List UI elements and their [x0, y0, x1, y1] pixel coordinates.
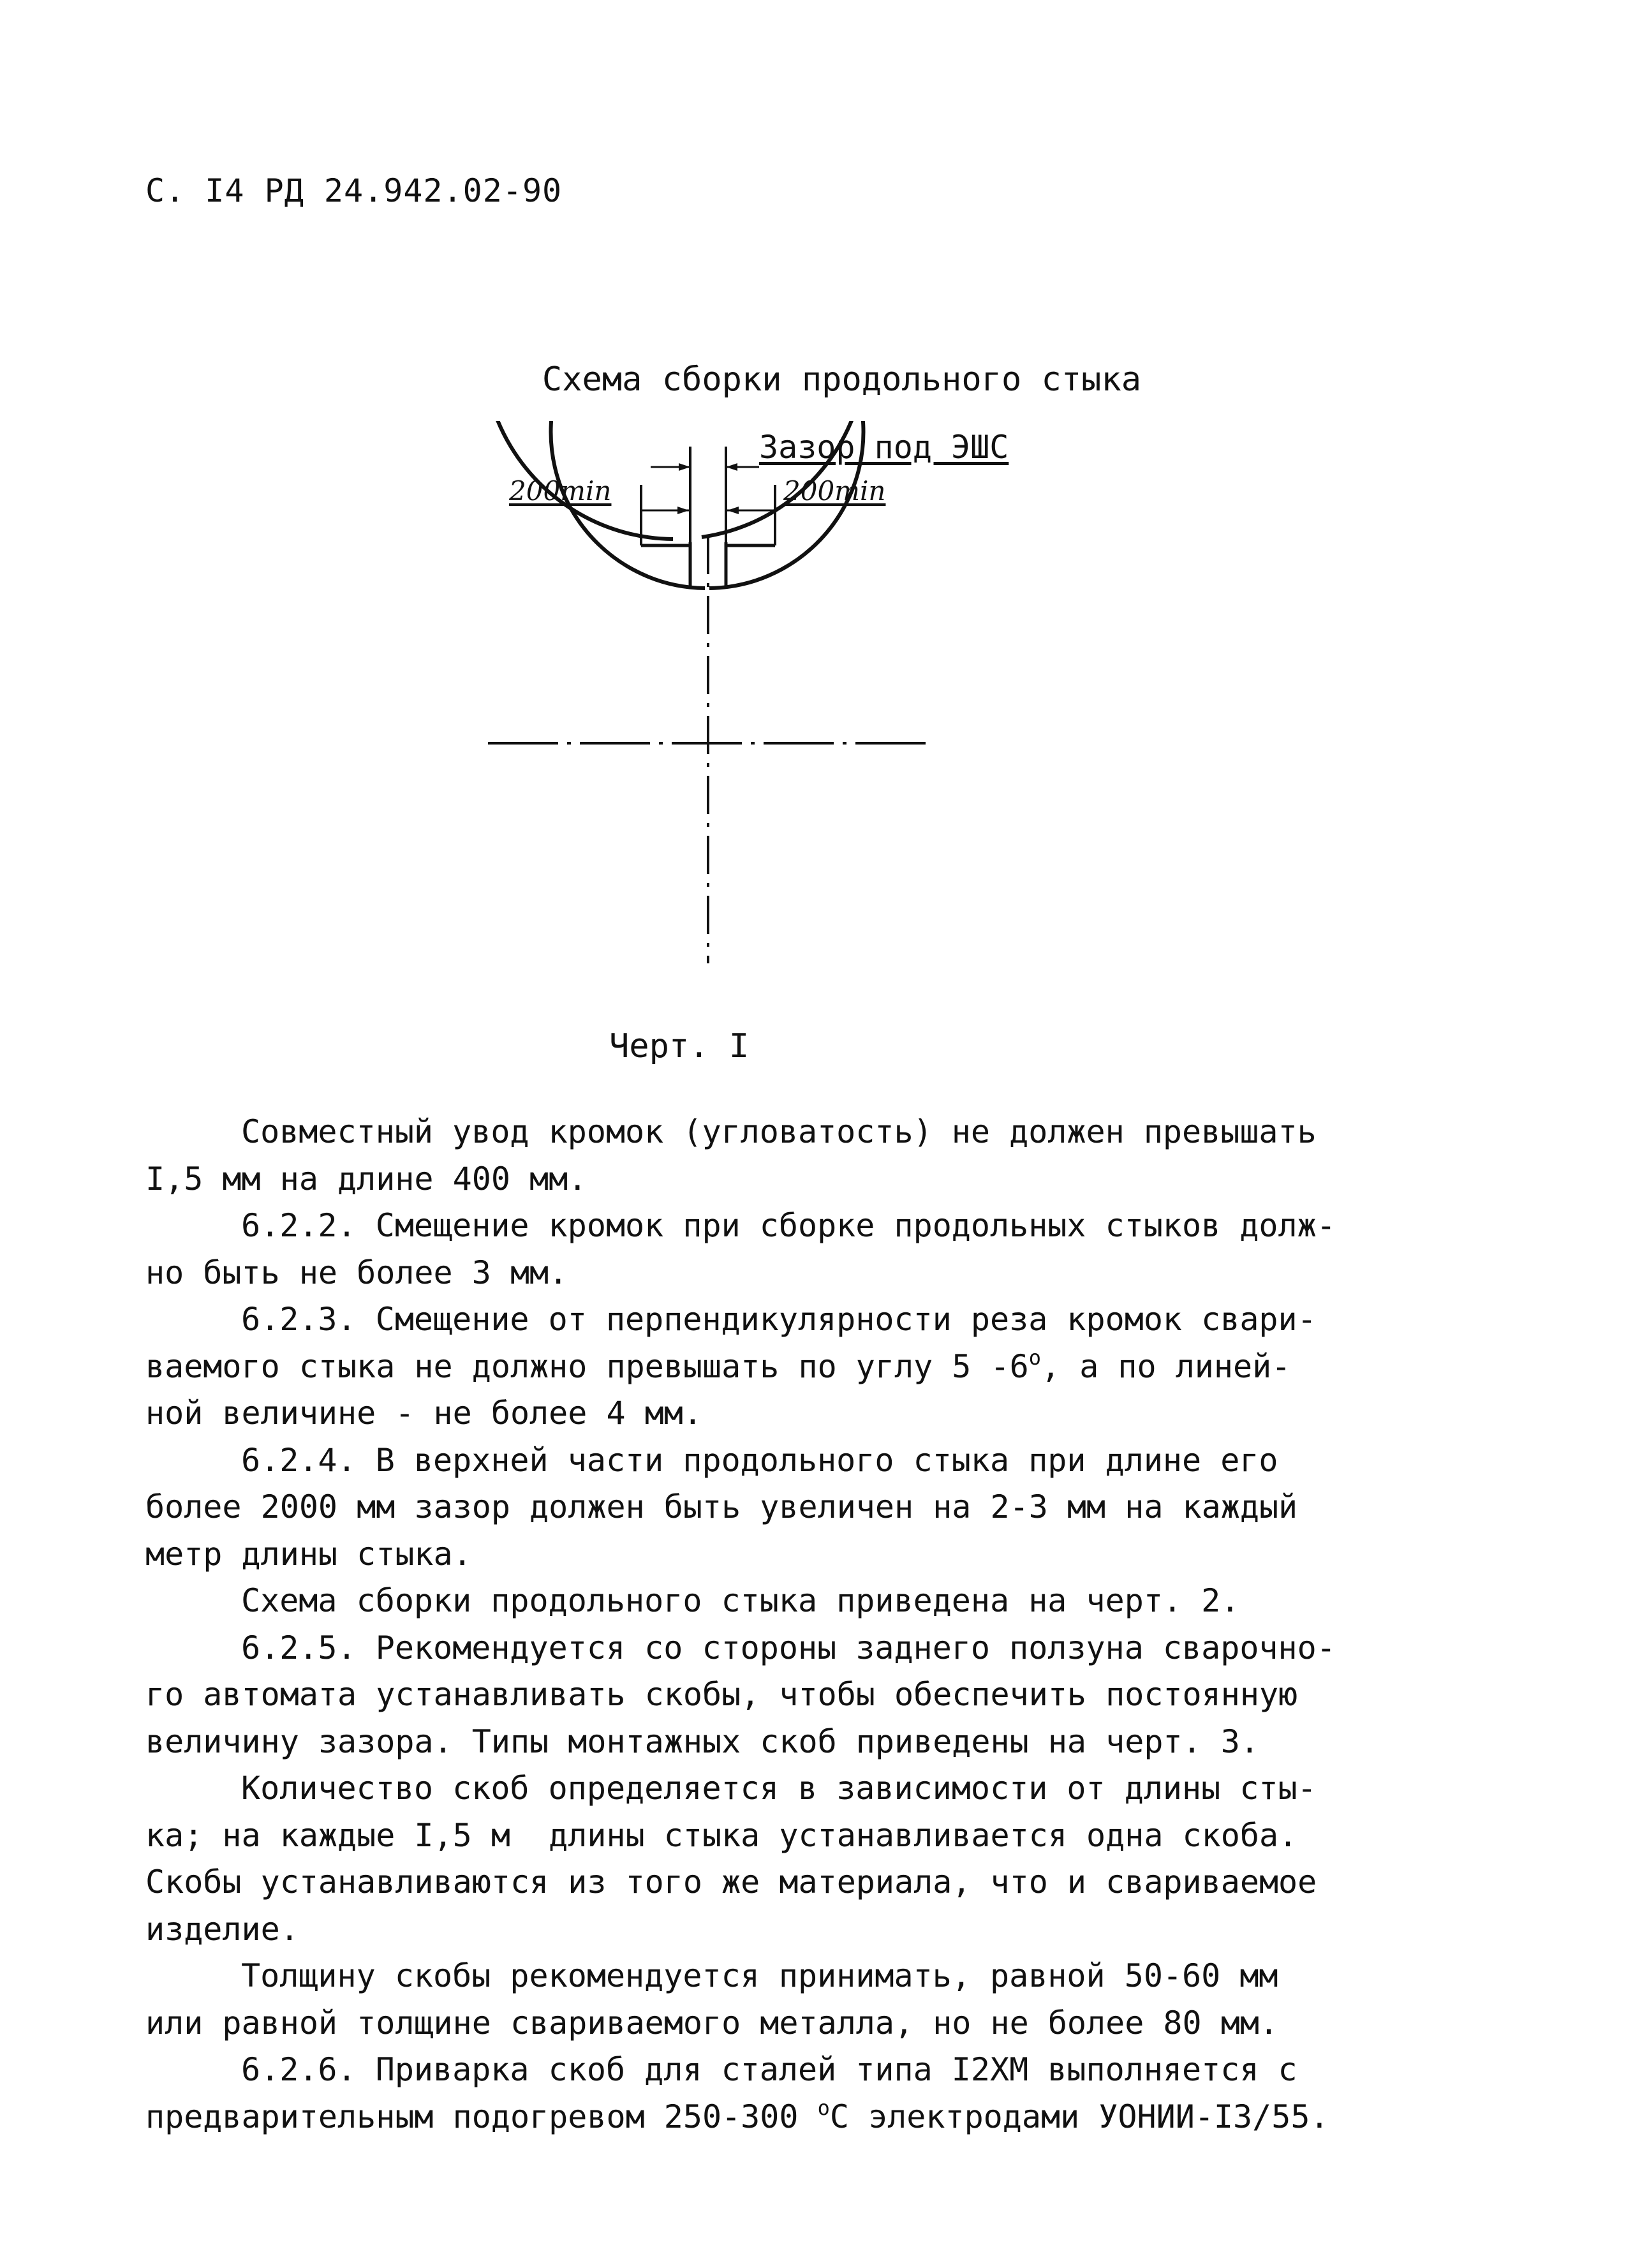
body-line: но быть не более 3 мм.: [145, 1254, 568, 1291]
body-line-part: предварительным подогревом 250-300: [145, 2098, 818, 2135]
body-line: Схема сборки продольного стыка приведена на черт. 2.: [241, 1582, 1240, 1619]
page-header: С. I4 РД 24.942.02-90: [145, 172, 563, 209]
body-line: ной величине - не более 4 мм.: [145, 1395, 702, 1432]
body-line: ка; на каждые I,5 м длины стыка устанавливается одна скоба.: [145, 1816, 1298, 1854]
body-line-part: , а по линей-: [1040, 1347, 1291, 1385]
body-line: или равной толщине свариваемого металла, но не более 80 мм.: [145, 2004, 1279, 2042]
gap-dim-arrowhead-right: [726, 463, 737, 471]
body-line-part: С электродами УОНИИ-I3/55.: [829, 2098, 1329, 2135]
right-dimension-label: 200min: [783, 475, 886, 507]
body-line: 6.2.2. Смещение кромок при сборке продольных стыков долж-: [241, 1207, 1336, 1244]
figure-title: Схема сборки продольного стыка: [542, 360, 1142, 399]
body-line: Скобы устанавливаются из того же материала, что и свариваемое: [145, 1864, 1317, 1901]
body-line: Толщину скобы рекомендуется принимать, равной 50-60 мм: [241, 1957, 1278, 1994]
body-line: 6.2.4. В верхней части продольного стыка при длине его: [241, 1441, 1278, 1479]
body-line: метр длины стыка.: [145, 1535, 472, 1573]
figure-caption: Черт. I: [609, 1027, 750, 1065]
body-line: го автомата устанавливать скобы, чтобы обеспечить постоянную: [145, 1676, 1298, 1713]
body-line-part: ваемого стыка не должно превышать по углу 5 -6: [145, 1347, 1029, 1385]
body-line: Совместный увод кромок (угловатость) не должен превышать: [241, 1113, 1317, 1150]
left-dimension-label: 200min: [509, 475, 612, 507]
body-line: 6.2.3. Смещение от перпендикулярности реза кромок свари-: [241, 1301, 1317, 1338]
body-line: I,5 мм на длине 400 мм.: [145, 1160, 588, 1197]
degree-superscript: о: [817, 2095, 830, 2120]
body-line: 6.2.6. Приварка скоб для сталей типа I2ХМ выполняется с: [241, 2051, 1297, 2088]
body-line: [145, 1344, 1421, 1391]
body-text: [145, 1109, 1421, 2140]
body-line: 6.2.5. Рекомендуется со стороны заднего ползуна сварочно-: [241, 1629, 1336, 1666]
degree-superscript: о: [1028, 1345, 1041, 1370]
gap-dim-arrowhead-left: [679, 463, 690, 471]
body-line: [145, 2094, 1421, 2141]
gap-label: Зазор под ЭШС: [759, 429, 1009, 466]
body-line: величину зазора. Типы монтажных скоб приведены на черт. 3.: [145, 1723, 1259, 1760]
body-line: изделие.: [145, 1910, 299, 1948]
body-line: более 2000 мм зазор должен быть увеличен на 2-3 мм на каждый: [145, 1488, 1298, 1525]
body-line: Количество скоб определяется в зависимости от длины сты-: [241, 1770, 1317, 1807]
